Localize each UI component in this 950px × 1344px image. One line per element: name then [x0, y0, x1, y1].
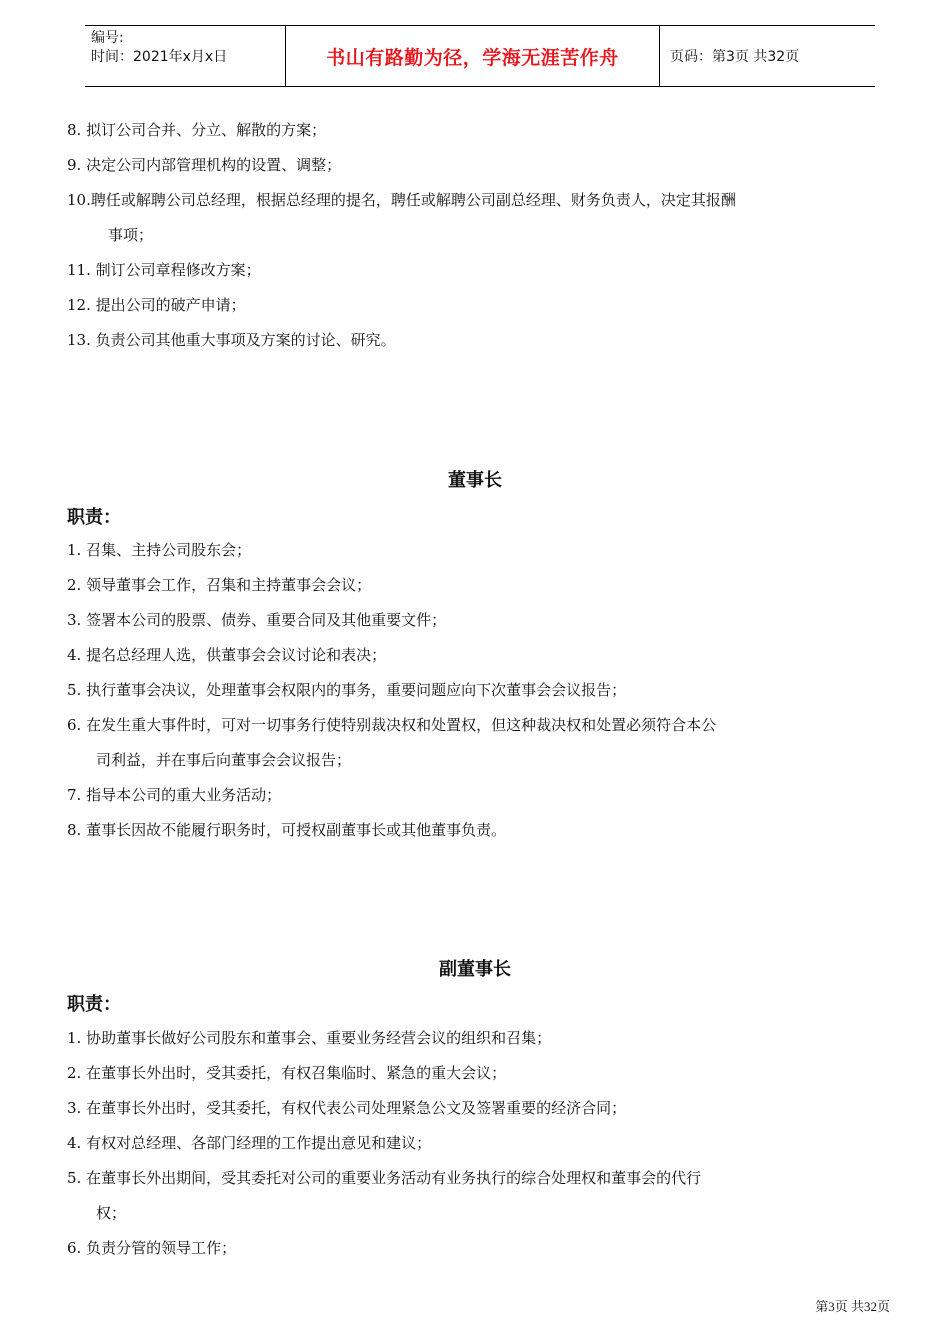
section-label-duties: 职责： — [67, 507, 121, 528]
list-item: 2. 领导董事会工作，召集和主持董事会会议； — [67, 576, 372, 594]
header-meta — [85, 26, 285, 86]
list-item: 5. 执行董事会决议，处理董事会权限内的事务，重要问题应向下次董事会会议报告； — [67, 681, 627, 699]
document-number-label: 编号: — [91, 30, 124, 46]
page-header — [85, 25, 875, 87]
header-motto-cell — [285, 26, 660, 86]
list-item: 4. 有权对总经理、各部门经理的工作提出意见和建议； — [67, 1134, 432, 1152]
list-item: 7. 指导本公司的重大业务活动； — [67, 786, 282, 804]
list-item: 3. 签署本公司的股票、债券、重要合同及其他重要文件； — [67, 611, 447, 629]
list-item: 9. 决定公司内部管理机构的设置、调整； — [67, 156, 342, 174]
list-item: 5. 在董事长外出期间，受其委托对公司的重要业务活动有业务执行的综合处理权和董事会的代行 — [67, 1169, 702, 1187]
list-item-continuation: 事项； — [108, 226, 154, 244]
list-item-continuation: 权； — [96, 1204, 127, 1222]
list-item: 6. 在发生重大事件时，可对一切事务行使特别裁决权和处置权，但这种裁决权和处置必须符合本公 — [67, 716, 717, 734]
vice-chairman-duties-list — [67, 1021, 897, 1266]
list-item: 8. 董事长因故不能履行职务时，可授权副董事长或其他董事负责。 — [67, 821, 507, 839]
page-footer: 第3页 共32页 — [815, 1299, 890, 1314]
list-item: 8. 拟订公司合并、分立、解散的方案； — [67, 121, 327, 139]
board-duties-list-continued — [67, 113, 897, 358]
list-item-continuation: 司利益，并在事后向董事会会议报告； — [96, 751, 352, 769]
list-item: 1. 召集、主持公司股东会； — [67, 541, 252, 559]
list-item: 2. 在董事长外出时，受其委托，有权召集临时、紧急的重大会议； — [67, 1064, 507, 1082]
list-item: 1. 协助董事长做好公司股东和董事会、重要业务经营会议的组织和召集； — [67, 1029, 552, 1047]
list-item: 3. 在董事长外出时，受其委托，有权代表公司处理紧急公文及签署重要的经济合同； — [67, 1099, 627, 1117]
header-page-number: 页码：第3页 共32页 — [670, 49, 800, 65]
list-item: 10.聘任或解聘公司总经理，根据总经理的提名，聘任或解聘公司副总经理、财务负责人，决定其报酬 — [67, 191, 736, 209]
list-item: 6. 负责分管的领导工作； — [67, 1239, 237, 1257]
header-motto: 书山有路勤为径，学海无涯苦作舟 — [326, 46, 619, 69]
document-date: 时间：2021年x月x日 — [91, 49, 228, 65]
list-item: 13. 负责公司其他重大事项及方案的讨论、研究。 — [67, 331, 396, 349]
chairman-duties-list — [67, 533, 897, 848]
list-item: 11. 制订公司章程修改方案； — [67, 261, 261, 279]
section-title-chairman: 董事长 — [448, 470, 502, 491]
list-item: 4. 提名总经理人选，供董事会会议讨论和表决； — [67, 646, 387, 664]
section-title-vice-chairman: 副董事长 — [439, 959, 511, 980]
list-item: 12. 提出公司的破产申请； — [67, 296, 246, 314]
header-page-cell — [660, 26, 875, 86]
section-label-duties: 职责： — [67, 994, 121, 1015]
